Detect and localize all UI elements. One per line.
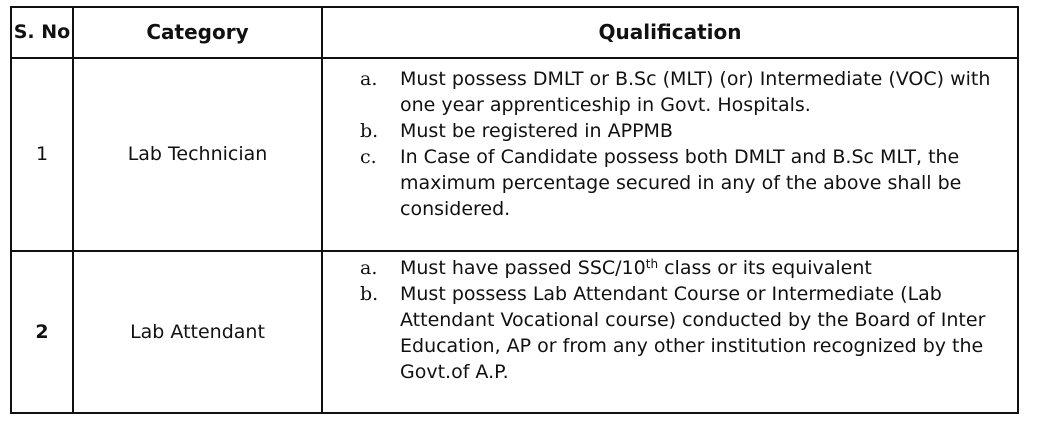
list-item-text-start: Must have passed SSC/10 xyxy=(400,256,646,279)
list-marker: b. xyxy=(360,282,379,305)
list-item xyxy=(360,66,1017,118)
list-marker: a. xyxy=(360,67,378,90)
sno-cell: 2 xyxy=(11,251,73,413)
header-row xyxy=(11,7,1018,58)
qualification-header: Qualification xyxy=(322,7,1018,58)
list-item-text: Must possess DMLT or B.Sc (MLT) (or) Intermediate (VOC) with one year apprenticeship in Govt. Hospitals. xyxy=(400,67,991,116)
qualification-table xyxy=(10,6,1019,414)
table-row xyxy=(11,251,1018,413)
category-header: Category xyxy=(73,7,322,58)
list-item xyxy=(360,255,1017,281)
list-item xyxy=(360,118,1017,144)
qualification-cell xyxy=(322,251,1018,413)
list-item-text: Must possess Lab Attendant Course or Intermediate (Lab Attendant Vocational course) conducted by the Board of Inter Education, AP or from any other institution recognized by the Govt.of A.P. xyxy=(400,282,986,383)
list-item-text: Must be registered in APPMB xyxy=(400,119,673,142)
list-marker: c. xyxy=(360,145,377,168)
category-cell: Lab Attendant xyxy=(73,251,322,413)
list-item-text: In Case of Candidate possess both DMLT and B.Sc MLT, the maximum percentage secured in any of the above shall be considered. xyxy=(400,145,962,220)
sno-cell: 1 xyxy=(11,58,73,251)
table-row xyxy=(11,58,1018,251)
superscript-th: th xyxy=(645,256,659,271)
category-cell: Lab Technician xyxy=(73,58,322,251)
list-marker: a. xyxy=(360,256,378,279)
qualification-list xyxy=(323,59,1017,222)
sno-header: S. No xyxy=(11,7,73,58)
qualification-list xyxy=(323,252,1017,385)
list-item xyxy=(360,281,1017,385)
list-item xyxy=(360,144,1017,222)
qualification-cell xyxy=(322,58,1018,251)
list-marker: b. xyxy=(360,119,379,142)
list-item-text-end: class or its equivalent xyxy=(658,256,872,279)
